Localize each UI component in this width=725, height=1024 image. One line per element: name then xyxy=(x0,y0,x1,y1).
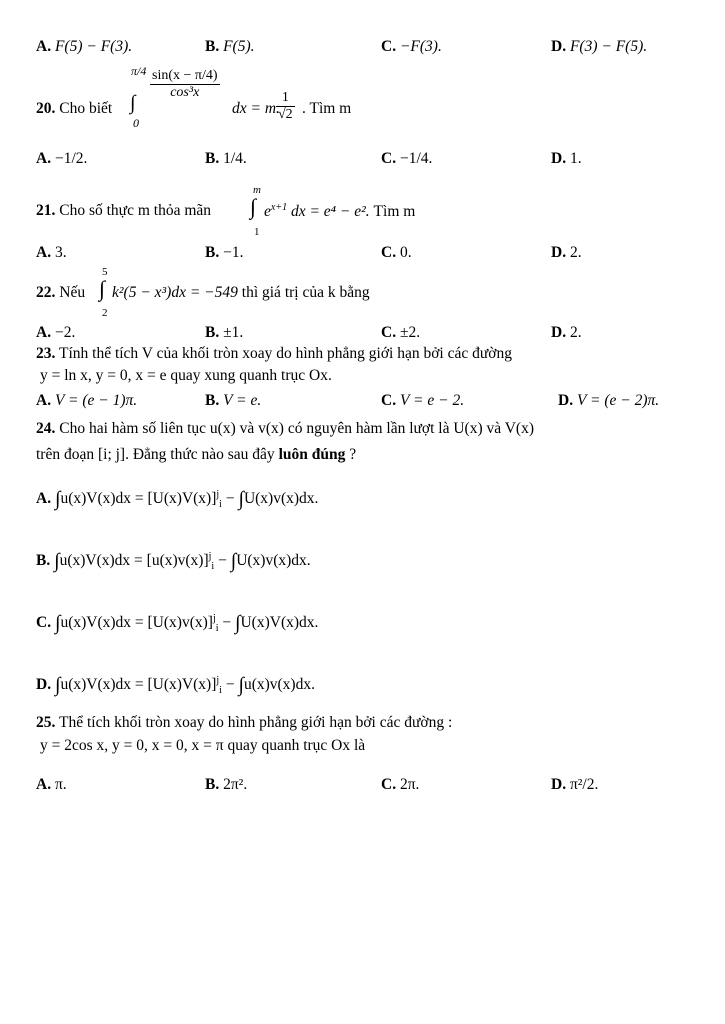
q24-option-d[interactable]: D. $\int u(x)V(x)dx = [U(x)V(x)]^j_i - \int u(x)v(x)dx$. xyxy=(36,674,315,697)
integral-sign: ∫ xyxy=(235,612,241,634)
integral-sign: ∫ xyxy=(54,550,60,572)
integral-sign: ∫ xyxy=(54,674,61,696)
q25-option-b[interactable]: B. 2π². xyxy=(205,776,248,793)
q20-option-c[interactable]: C. −1/4. xyxy=(381,150,433,167)
integral-sign: ∫ xyxy=(238,488,244,510)
q20-option-b[interactable]: B. 1/4. xyxy=(205,150,247,167)
integral-sign: ∫ xyxy=(238,674,244,696)
q21-upper-limit: m xyxy=(253,184,261,196)
q22-option-a[interactable]: A. −2. xyxy=(36,324,76,341)
q22-integral-sign: ∫ xyxy=(99,276,106,301)
integral-sign: ∫ xyxy=(54,488,61,510)
q22-stem: 22. Nếu xyxy=(36,284,86,301)
q25-option-d[interactable]: D. π²/2. xyxy=(551,776,599,793)
q23-option-d[interactable]: D. V = (e − 2)π. xyxy=(558,392,660,409)
q25-option-a[interactable]: A. π. xyxy=(36,776,67,793)
q23-option-a[interactable]: A. V = (e − 1)π. xyxy=(36,392,138,409)
q19-option-c[interactable]: C. −F(3). xyxy=(381,38,442,55)
q20-stem: 20. Cho biết xyxy=(36,100,113,117)
q25-stem-line2: y = 2cos x, y = 0, x = 0, x = π quay quanh trục Ox là xyxy=(40,737,366,754)
q24-stem-line2: trên đoạn [i; j]. Đẳng thức nào sau đây luôn đúng ? xyxy=(36,446,357,463)
q21-integrand: $e^{x+1}$ dx = e⁴ − e². Tìm m xyxy=(264,202,416,221)
q20-integrand: $\frac{\sin(x - \pi/4)}{\text{cos³x}}$ xyxy=(152,68,218,100)
q20-option-a[interactable]: A. −1/2. xyxy=(36,150,88,167)
q22-option-d[interactable]: D. 2. xyxy=(551,324,582,341)
integral-sign: ∫ xyxy=(54,612,61,634)
q23-stem-line2: y = ln x, y = 0, x = e quay xung quanh trục Ox. xyxy=(40,367,332,384)
q19-option-d[interactable]: D. F(3) − F(5). xyxy=(551,38,648,55)
q23-option-b[interactable]: B. V = e. xyxy=(205,392,262,409)
q20-rhs-fraction: $\frac{1}{√2}$ xyxy=(278,90,293,122)
q22-upper-limit: 5 xyxy=(102,266,108,278)
q24-option-b[interactable]: B. $\int u(x)V(x)dx = [u(x)v(x)]^j_i - \int U(x)v(x)dx$. xyxy=(36,550,311,573)
q22-integrand: k²(5 − x³)dx = −549 thì giá trị của k bằng xyxy=(112,284,370,301)
q22-option-c[interactable]: C. ±2. xyxy=(381,324,421,341)
q22-option-b[interactable]: B. ±1. xyxy=(205,324,244,341)
q19-option-a[interactable]: A. F(5) − F(3). xyxy=(36,38,133,55)
q25-stem-line1: 25. Thể tích khối tròn xoay do hình phẳng giới hạn bởi các đường : xyxy=(36,714,453,731)
q24-stem-line1: 24. Cho hai hàm số liên tục u(x) và v(x) có nguyên hàm lần lượt là U(x) và V(x) xyxy=(36,420,534,437)
q24-option-a[interactable]: A. $\int u(x)V(x)dx = [U(x)V(x)]^j_i - \int U(x)v(x)dx$. xyxy=(36,488,319,511)
q23-option-c[interactable]: C. V = e − 2. xyxy=(381,392,465,409)
q20-suffix: . Tìm m xyxy=(302,100,352,117)
q21-option-d[interactable]: D. 2. xyxy=(551,244,582,261)
q19-option-b[interactable]: B. F(5). xyxy=(205,38,255,55)
q20-lower-limit: 0 xyxy=(133,116,139,130)
q20-integral-sign: ∫ xyxy=(130,92,136,114)
q23-stem-line1: 23. Tính thể tích V của khối tròn xoay do hình phẳng giới hạn bởi các đường xyxy=(36,345,512,362)
q21-lower-limit: 1 xyxy=(254,226,260,238)
integral-sign: ∫ xyxy=(230,550,237,572)
q24-option-c[interactable]: C. $\int u(x)V(x)dx = [U(x)v(x)]^j_i - \int U(x)V(x)dx$. xyxy=(36,612,319,635)
q21-option-c[interactable]: C. 0. xyxy=(381,244,412,261)
q21-stem: 21. Cho số thực m thỏa mãn xyxy=(36,202,212,219)
q20-rhs: dx = m. xyxy=(232,100,280,117)
q21-option-a[interactable]: A. 3. xyxy=(36,244,67,261)
q20-upper-limit: π/4 xyxy=(131,64,147,78)
q21-option-b[interactable]: B. −1. xyxy=(205,244,244,261)
q21-integral-sign: ∫ xyxy=(250,194,257,219)
q22-lower-limit: 2 xyxy=(102,307,108,319)
q20-option-d[interactable]: D. 1. xyxy=(551,150,582,167)
q25-option-c[interactable]: C. 2π. xyxy=(381,776,420,793)
